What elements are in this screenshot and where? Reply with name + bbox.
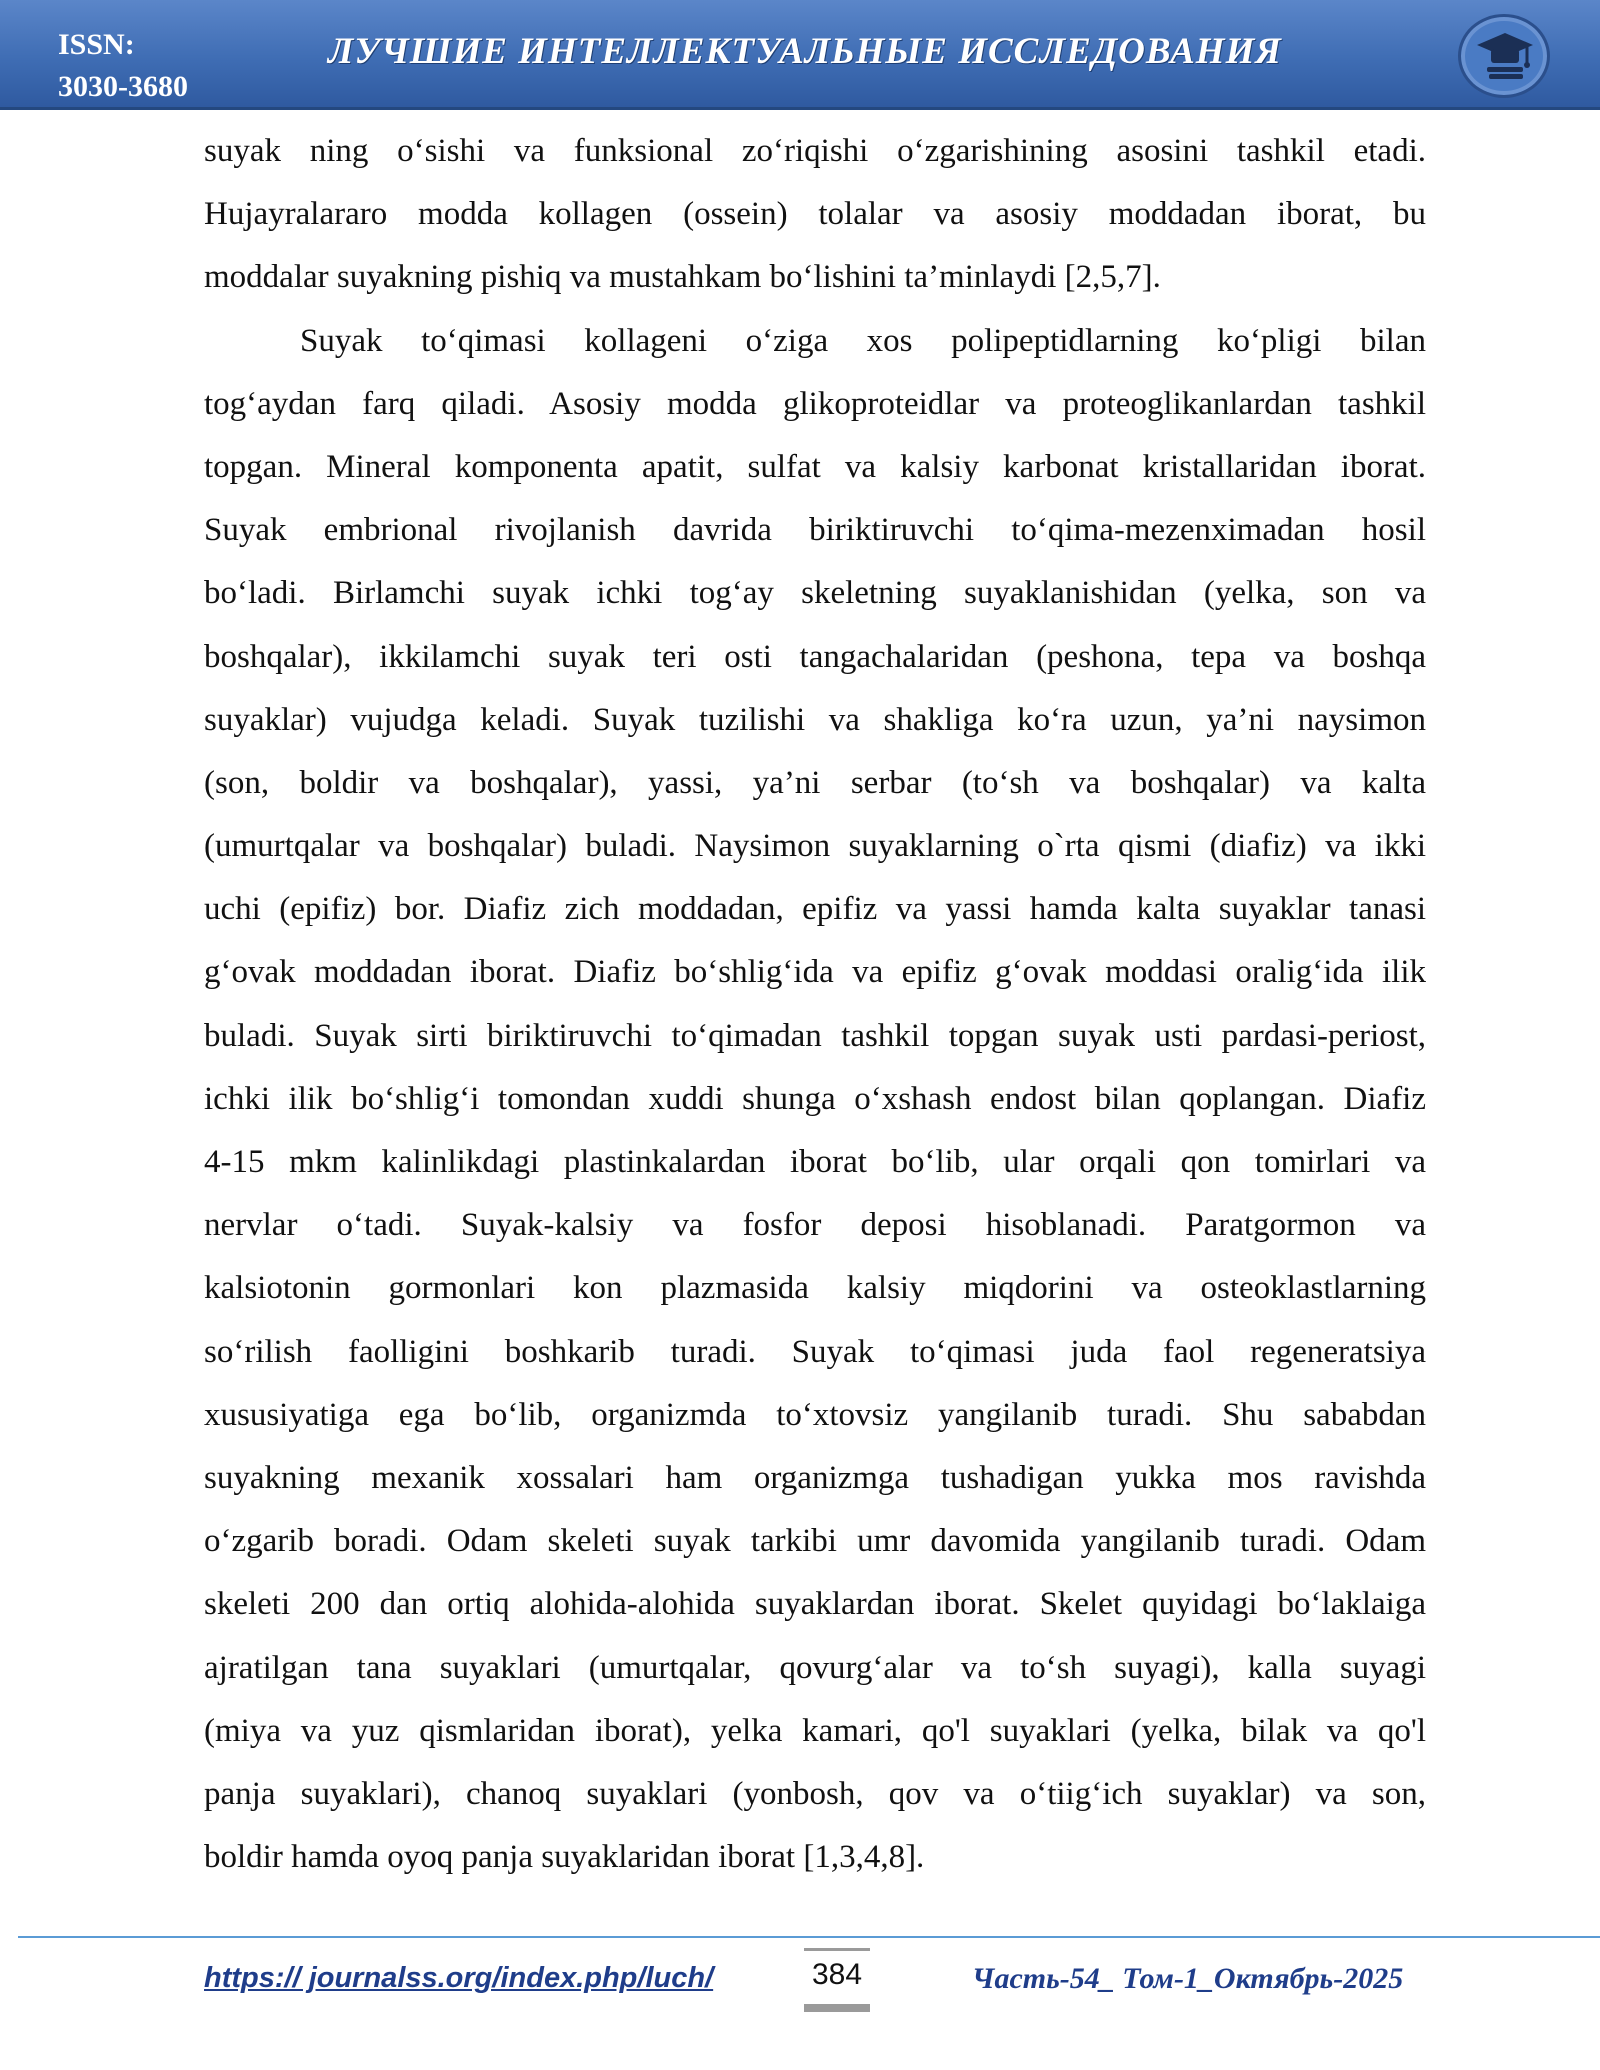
body-line: so‘rilish faolligini boshkarib turadi. Suyak to‘qimasi juda faol regeneratsiya	[204, 1333, 1426, 1370]
body-line: uchi (epifiz) bor. Diafiz zich moddadan, epifiz va yassi hamda kalta suyaklar tanasi	[204, 891, 1426, 928]
body-line: Suyak embrional rivojlanish davrida biriktiruvchi to‘qima-mezenximadan hosil	[204, 512, 1426, 549]
body-line: xususiyatiga ega bo‘lib, organizmda to‘xtovsiz yangilanib turadi. Shu sababdan	[204, 1396, 1426, 1433]
body-line: panja suyaklari), chanoq suyaklari (yonbosh, qov va o‘tiig‘ich suyaklar) va son,	[204, 1775, 1426, 1812]
body-line: ajratilgan tana suyaklari (umurtqalar, qovurg‘alar va to‘sh suyagi), kalla suyagi	[204, 1649, 1426, 1686]
article-body	[204, 120, 1426, 1889]
body-line: g‘ovak moddadan iborat. Diafiz bo‘shlig‘ida va epifiz g‘ovak moddasi oralig‘ida ilik	[204, 954, 1426, 991]
body-line: ichki ilik bo‘shlig‘i tomondan xuddi shunga o‘xshash endost bilan qoplangan. Diafiz	[204, 1080, 1426, 1117]
issn-number: 3030-3680	[58, 70, 188, 103]
body-line: buladi. Suyak sirti biriktiruvchi to‘qimadan tashkil topgan suyak usti pardasi-periost,	[204, 1017, 1426, 1054]
body-line: suyaklar) vujudga keladi. Suyak tuzilishi va shakliga ko‘ra uzun, ya’ni naysimon	[204, 701, 1426, 738]
body-line: kalsiotonin gormonlari kon plazmasida kalsiy miqdorini va osteoklastlarning	[204, 1270, 1426, 1307]
body-line: tog‘aydan farq qiladi. Asosiy modda glikoproteidlar va proteoglikanlardan tashkil	[204, 385, 1426, 422]
body-line: suyakning mexanik xossalari ham organizmga tushadigan yukka mos ravishda	[204, 1459, 1426, 1496]
body-line: (miya va yuz qismlaridan iborat), yelka kamari, qo'l suyaklari (yelka, bilak va qo'l	[204, 1712, 1426, 1749]
journal-title: ЛУЧШИЕ ИНТЕЛЛЕКТУАЛЬНЫЕ ИССЛЕДОВАНИЯ	[328, 31, 1282, 72]
graduation-cap-icon	[1458, 14, 1550, 98]
body-line: boldir hamda oyoq panja suyaklaridan iborat [1,3,4,8].	[204, 1839, 925, 1876]
issn-label: ISSN:	[58, 28, 135, 61]
body-line: moddalar suyakning pishiq va mustahkam bo‘lishini ta’minlaydi [2,5,7].	[204, 259, 1161, 296]
body-line: skeleti 200 dan ortiq alohida-alohida suyaklardan iborat. Skelet quyidagi bo‘laklaiga	[204, 1586, 1426, 1623]
body-line: (son, boldir va boshqalar), yassi, ya’ni serbar (to‘sh va boshqalar) va kalta	[204, 764, 1426, 801]
body-line: 4-15 mkm kalinlikdagi plastinkalardan iborat bo‘lib, ular orqali qon tomirlari va	[204, 1144, 1426, 1180]
journal-url-link[interactable]: https:// journalss.org/index.php/luch/	[204, 1962, 714, 1994]
body-line: bo‘ladi. Birlamchi suyak ichki tog‘ay skeletning suyaklanishidan (yelka, son va	[204, 575, 1426, 612]
body-line: (umurtqalar va boshqalar) buladi. Naysimon suyaklarning o`rta qismi (diafiz) va ikki	[204, 828, 1426, 865]
body-line: topgan. Mineral komponenta apatit, sulfat va kalsiy karbonat kristallaridan iborat.	[204, 448, 1426, 485]
body-line: suyak ning o‘sishi va funksional zo‘riqishi o‘zgarishining asosini tashkil etadi.	[204, 133, 1426, 169]
body-line: Suyak to‘qimasi kollageni o‘ziga xos polipeptidlarning ko‘pligi bilan	[300, 322, 1426, 359]
journal-header	[0, 0, 1600, 110]
footer-divider	[18, 1936, 1600, 1938]
body-line: boshqalar), ikkilamchi suyak teri osti tangachalaridan (peshona, tepa va boshqa	[204, 638, 1426, 675]
body-line: Hujayralararo modda kollagen (ossein) tolalar va asosiy moddadan iborat, bu	[204, 196, 1426, 233]
page-number: 384	[811, 1958, 863, 1991]
issue-info: Часть-54_ Том-1_Октябрь-2025	[972, 1962, 1404, 1995]
body-line: nervlar o‘tadi. Suyak-kalsiy va fosfor deposi hisoblanadi. Paratgormon va	[204, 1207, 1426, 1244]
issn-block	[58, 24, 218, 108]
body-line: o‘zgarib boradi. Odam skeleti suyak tarkibi umr davomida yangilanib turadi. Odam	[204, 1523, 1426, 1560]
